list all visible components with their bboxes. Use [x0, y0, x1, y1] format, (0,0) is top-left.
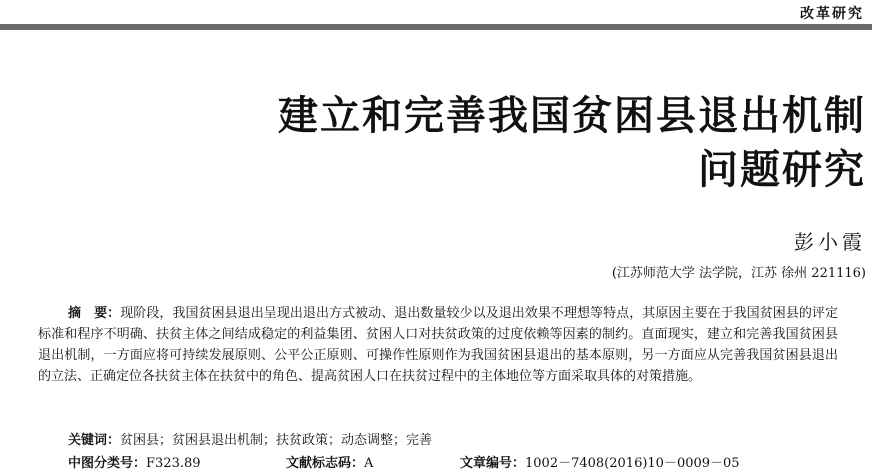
document-code: [286, 452, 373, 471]
article-number: [460, 452, 740, 471]
abstract-text: 现阶段，我国贫困县退出呈现出退出方式被动、退出数量较少以及退出效果不理想等特点，其原因主要在于我国贫困县的评定标准和程序不明确、扶贫主体之间结成稳定的利益集团、贫困人口对扶贫政策的过度依赖等因素的制约。直面现实，建立和完善我国贫困县退出机制，一方面应将可持续发展原则、公平公正原则、可操作性原则作为我国贫困县退出的基本原则，另一方面应从完善我国贫困县退出的立法、正确定位各扶贫主体在扶贫中的角色、提高贫困人口在扶贫过程中的主体地位等方面采取具体的对策措施。: [38, 306, 838, 384]
abstract: [38, 303, 838, 387]
article-title-line-2: 问题研究: [698, 147, 866, 193]
abstract-label: 摘 要：: [68, 306, 121, 321]
keywords: [68, 429, 432, 448]
article-title-line-1: 建立和完善我国贫困县退出机制: [278, 93, 866, 139]
clc-value: F323.89: [146, 456, 201, 471]
author-affiliation: (江苏师范大学 法学院，江苏 徐州 221116): [611, 266, 866, 281]
document-code-label: 文献标志码：: [286, 456, 365, 471]
author-name: 彭小霞: [794, 230, 866, 254]
header-rule: [0, 24, 872, 30]
article-number-value: 1002－7408(2016)10－0009－05: [525, 456, 740, 471]
article-number-label: 文章编号：: [460, 456, 526, 471]
clc-number: [68, 452, 201, 471]
keywords-text: 贫困县；贫困县退出机制；扶贫政策；动态调整；完善: [120, 433, 433, 448]
document-code-value: A: [364, 456, 374, 471]
section-tag: 改革研究: [800, 6, 864, 22]
clc-label: 中图分类号：: [68, 456, 147, 471]
keywords-label: 关键词：: [68, 433, 121, 448]
